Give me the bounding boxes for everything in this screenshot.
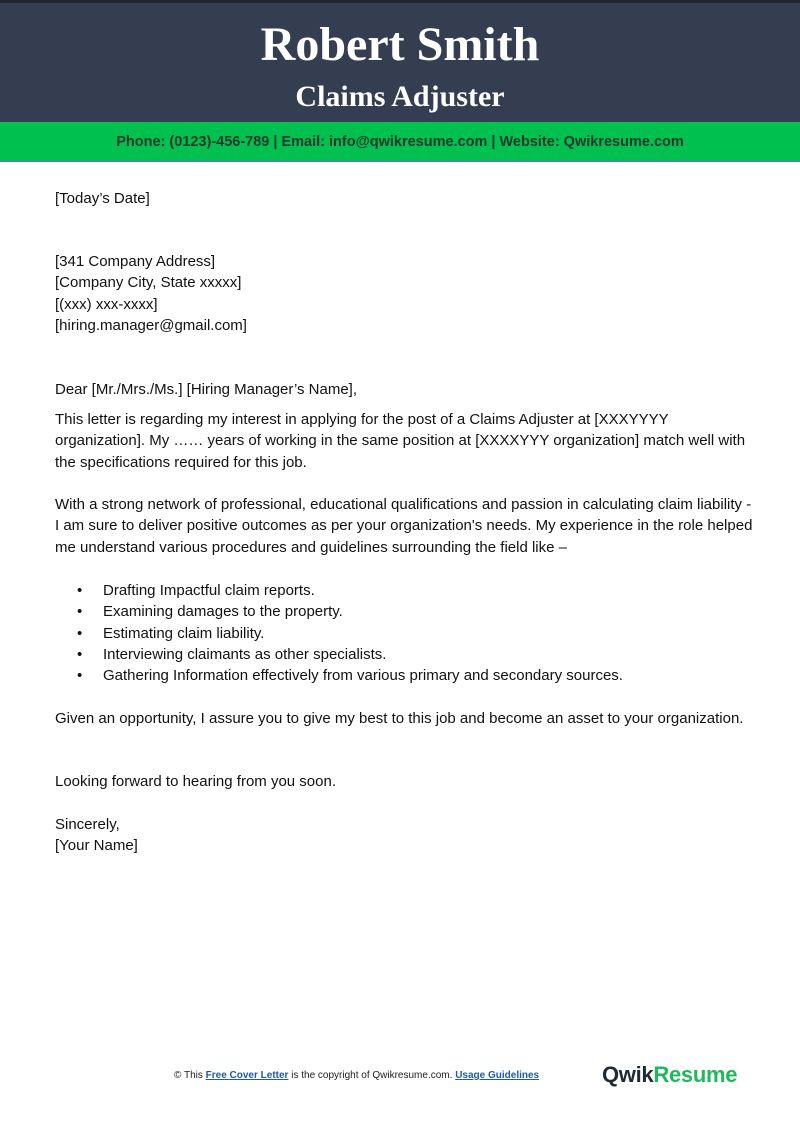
applicant-name: Robert Smith xyxy=(260,18,540,71)
signoff: Sincerely, xyxy=(55,816,120,833)
free-cover-letter-link[interactable]: Free Cover Letter xyxy=(205,1070,289,1081)
usage-guidelines-link[interactable]: Usage Guidelines xyxy=(455,1070,540,1081)
recipient-address xyxy=(55,251,755,336)
footer-copyright xyxy=(174,1070,539,1081)
address-line: [341 Company Address] xyxy=(55,253,216,270)
contact-bar: Phone: (0123)-456-789 | Email: info@qwikresume.com | Website: Qwikresume.com xyxy=(0,122,800,162)
paragraph: With a strong network of professional, educational qualifications and passion in calculating claim liability - I am sure to deliver positive outcomes as per your organization's needs. My experience in the role helped me understand various procedures and guidelines surrounding the field like – xyxy=(55,496,753,556)
address-line: [hiring.manager@gmail.com] xyxy=(55,316,247,334)
job-title: Claims Adjuster xyxy=(295,80,505,113)
list-item: • Gathering Information effectively from various primary and secondary sources. xyxy=(55,665,755,686)
skills-list xyxy=(55,580,755,686)
address-line: [(xxx) xxx-xxxx] xyxy=(55,295,158,313)
list-item: • Drafting Impactful claim reports. xyxy=(55,580,755,601)
list-item: • Examining damages to the property. xyxy=(55,601,755,622)
header-banner xyxy=(0,0,800,122)
paragraph: This letter is regarding my interest in applying for the post of a Claims Adjuster at [XXXYYYY organization]. My …… years of working in the same position at [XXXXYYY organization] match well with the specifications required for this job. xyxy=(55,411,746,471)
footer-text: is the copyright of Qwikresume.com. xyxy=(288,1070,456,1081)
salutation: Dear [Mr./Mrs./Ms.] [Hiring Manager’s Name], xyxy=(55,381,358,398)
signature: [Your Name] xyxy=(55,837,138,854)
logo-part: Qwik xyxy=(602,1062,654,1087)
address-line: [Company City, State xxxxx] xyxy=(55,274,242,292)
paragraph: Looking forward to hearing from you soon. xyxy=(55,773,336,790)
qwikresume-logo xyxy=(602,1062,737,1088)
footer-text: © This xyxy=(174,1070,206,1081)
list-item: • Estimating claim liability. xyxy=(55,623,755,644)
date: [Today’s Date] xyxy=(55,190,150,207)
logo-part: Resume xyxy=(653,1062,738,1087)
list-item: • Interviewing claimants as other specialists. xyxy=(55,644,755,665)
paragraph: Given an opportunity, I assure you to give my best to this job and become an asset to your organization. xyxy=(55,710,744,727)
